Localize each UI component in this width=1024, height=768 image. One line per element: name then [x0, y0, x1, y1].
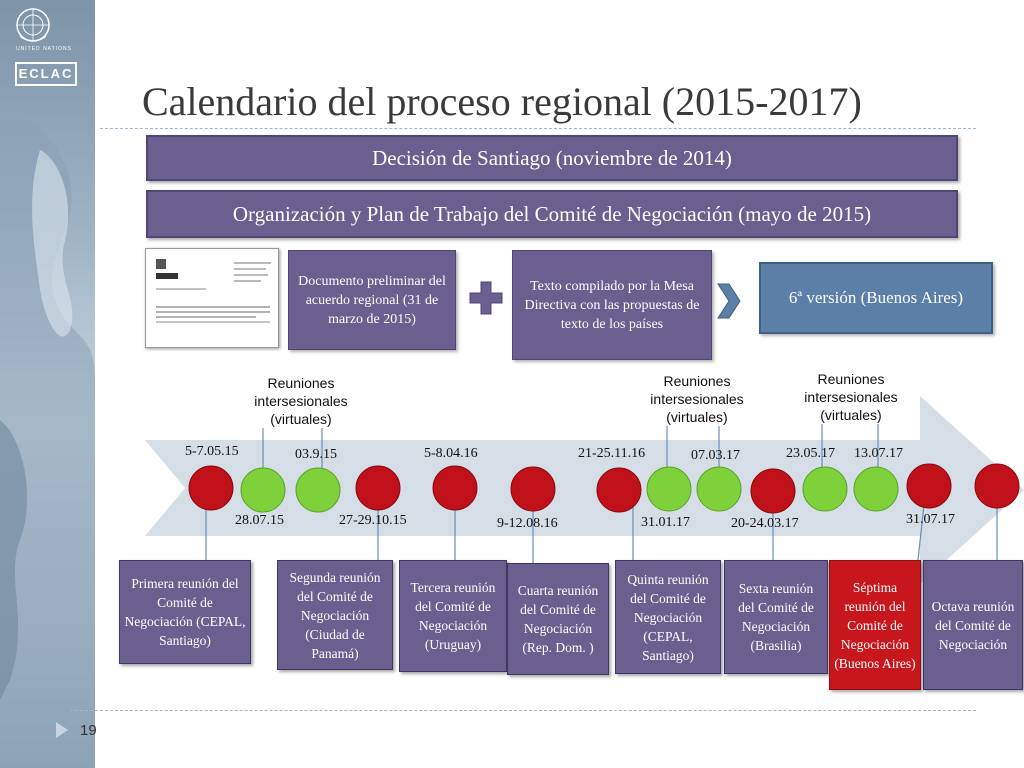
meeting-box-2: [277, 560, 393, 670]
dot-reunion-6: [854, 467, 898, 511]
meeting-text-3: Tercera reunión del Comité de Negociación (Uruguay): [410, 580, 496, 652]
meeting-box-4: [507, 563, 609, 675]
date-bottom-4: 31.01.17: [641, 515, 690, 530]
meeting-text-7: Séptima reunión del Comité de Negociación (Buenos Aires): [834, 579, 916, 671]
dot-reunion-1: [241, 468, 285, 512]
meeting-text-4: Cuarta reunión del Comité de Negociación (Rep. Dom. ): [517, 583, 599, 655]
un-text: UNITED NATIONS: [16, 46, 72, 52]
date-bottom-6: 31.07.17: [906, 512, 955, 527]
dot-octava: [975, 464, 1019, 508]
date-bottom-1: 28.07.15: [235, 513, 284, 528]
dot-cuarta: [511, 467, 555, 511]
date-top-3: 5-8.04.16: [424, 446, 478, 461]
dot-quinta: [597, 468, 641, 512]
dot-reunion-5: [803, 467, 847, 511]
page-arrow-icon: [56, 722, 68, 738]
dot-reunion-4: [697, 467, 741, 511]
page-title: Calendario del proceso regional (2015-2017): [142, 79, 862, 124]
date-bottom-3: 9-12.08.16: [497, 516, 558, 531]
texto-compilado-text: Texto compilado por la Mesa Directiva con las propuestas de texto de los países: [524, 278, 700, 332]
dot-septima: [907, 464, 951, 508]
documento-preliminar-text: Documento preliminar del acuerdo regional (31 de marzo de 2015): [298, 273, 446, 327]
version-text: 6ª versión (Buenos Aires): [788, 288, 964, 307]
dot-reunion-3: [647, 467, 691, 511]
dot-primera: [189, 466, 233, 510]
date-bottom-2: 27-29.10.15: [339, 513, 407, 528]
date-top-7: 13.07.17: [854, 446, 903, 461]
meeting-text-8: Octava reunión del Comité de Negociación: [931, 598, 1015, 652]
date-top-4: 21-25.11.16: [578, 446, 646, 461]
meeting-text-2: Segunda reunión del Comité de Negociación (Ciudad de Panamá): [289, 569, 381, 661]
meeting-box-8: [923, 560, 1023, 690]
reunion-label-1: Reuniones intersesionales (virtuales): [254, 375, 348, 427]
meeting-box-7: [829, 560, 921, 690]
footer-divider: [70, 710, 976, 711]
date-top-6: 23.05.17: [786, 446, 835, 461]
organizacion-banner-text: Organización y Plan de Trabajo del Comité de Negociación (mayo de 2015): [232, 202, 872, 226]
page-number: 19: [80, 722, 97, 739]
meeting-box-5: [615, 560, 721, 674]
date-top-5: 07.03.17: [691, 448, 740, 463]
meeting-text-1: Primera reunión del Comité de Negociación (CEPAL, Santiago): [124, 576, 246, 648]
dot-segunda: [356, 466, 400, 510]
meeting-text-6: Sexta reunión del Comité de Negociación (Brasilia): [738, 581, 814, 653]
meeting-box-1: [119, 560, 251, 664]
eclac-logo: ECLAC: [15, 62, 77, 86]
dot-tercera: [433, 466, 477, 510]
meeting-box-3: [399, 560, 507, 672]
meeting-text-5: Quinta reunión del Comité de Negociación (CEPAL, Santiago): [627, 571, 709, 663]
dot-sexta: [751, 469, 795, 513]
date-top-2: 03.9.15: [295, 447, 337, 462]
date-top-1: 5-7.05.15: [185, 444, 239, 459]
reunion-label-2: Reuniones intersesionales (virtuales): [650, 373, 744, 425]
decision-banner-text: Decisión de Santiago (noviembre de 2014): [372, 146, 732, 170]
meeting-box-6: [724, 560, 828, 674]
reunion-label-3: Reuniones intersesionales (virtuales): [804, 371, 898, 423]
date-bottom-5: 20-24.03.17: [731, 516, 799, 531]
dot-reunion-2: [296, 468, 340, 512]
